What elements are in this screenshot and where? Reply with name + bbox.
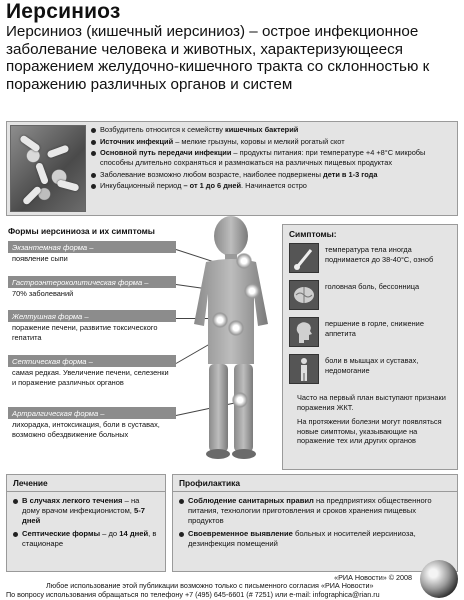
treatment-item: В случаях легкого течения – на дому врачом инфекционистом, 5-7 дней [13, 496, 159, 525]
contact-notice: По вопросу использования обращаться по телефону +7 (495) 645-6601 (# 7251) или e-mail: infographica@rian.ru [6, 590, 380, 599]
form-description: поражение печени, развитие токсического гепатита [12, 323, 158, 342]
usage-notice: Любое использование этой публикации возможно только с письменного согласия «РИА Новости» [46, 581, 374, 590]
treatment-title: Лечение [7, 475, 165, 492]
facts-panel [6, 121, 458, 216]
form-jaundice [8, 310, 176, 343]
form-heading: Экзантемная форма – [8, 241, 176, 253]
prevention-panel [172, 474, 458, 572]
form-heading: Септическая форма – [8, 355, 176, 367]
affected-area-marker [236, 253, 252, 269]
prevention-title: Профилактика [173, 475, 457, 492]
copyright: «РИА Новости» © 2008 [334, 573, 412, 582]
symptoms-note: На протяжении болезни могут появляться новые симптомы, указывающие на поражение тех или других органов [297, 417, 442, 446]
form-description: 70% заболеваний [12, 289, 74, 298]
fact-item: Основной путь передачи инфекции – продукты питания: при температуре +4 +8°С микробы способны длительно сохраняться и размножаться на различных пищевых продуктах [91, 148, 455, 168]
prevention-item: Своевременное выявление больных и носителей иерсиниоза, дезинфекция помещений [179, 529, 451, 549]
affected-area-marker [212, 312, 228, 328]
fact-item: Заболевание возможно любом возрасте, наиболее подвержены дети в 1-3 года [91, 170, 455, 180]
joint-icon [289, 354, 319, 384]
form-heading: Гастроэнтероколитическая форма – [8, 276, 176, 288]
form-description: появление сыпи [12, 254, 68, 263]
brain-icon [289, 280, 319, 310]
form-description: самая редкая. Увеличение печени, селезенки и поражение различных органов [12, 368, 169, 387]
form-description: лихорадка, интоксикация, боли в суставах, возможно обездвижение больных [12, 420, 160, 439]
thermometer-icon [289, 243, 319, 273]
child-figure [176, 214, 286, 464]
page-title: Иерсиниоз [6, 0, 121, 23]
affected-area-marker [232, 392, 248, 408]
form-gastroenterocolitic [8, 276, 176, 300]
treatment-item: Септические формы – до 14 дней, в стационаре [13, 529, 159, 549]
throat-icon [289, 317, 319, 347]
bacteria-image [10, 125, 86, 212]
affected-area-marker [228, 320, 244, 336]
affected-area-marker [244, 283, 260, 299]
form-heading: Желтушная форма – [8, 310, 176, 322]
fact-item: Источник инфекций – мелкие грызуны, коровы и мелкий рогатый скот [91, 137, 455, 147]
fact-item: Возбудитель относится к семейству кишечных бактерий [91, 125, 455, 135]
ria-globe-logo [420, 560, 458, 598]
intro-text: Иерсиниоз (кишечный иерсиниоз) – острое инфекционное заболевание человека и животных, характеризующееся поражением желудочно-кишечного тракта со склонностью к поражению различных органов и систем [6, 23, 430, 93]
facts-list [91, 125, 455, 193]
symptoms-title: Симптомы: [289, 229, 337, 239]
form-heading: Артралгическая форма – [8, 407, 176, 419]
symptoms-note: Часто на первый план выступают признаки поражения ЖКТ. [297, 393, 446, 412]
forms-title: Формы иерсиниоза и их симптомы [8, 226, 155, 236]
form-septic [8, 355, 176, 388]
form-exanthem [8, 241, 176, 265]
treatment-panel [6, 474, 166, 572]
prevention-item: Соблюдение санитарных правил на предприятиях общественного питания, технологии приготовления и сроков хранения пищевых продуктов [179, 496, 451, 525]
fact-item: Инкубационный период – от 1 до 6 дней. Начинается остро [91, 181, 455, 191]
symptoms-panel: Симптомы: температура тела иногда поднимается до 38-40°С, озноб головная боль, бессонница першение в горле, снижение аппетита боли в мышцах и суставах, недомогание Часто на первый план выступают признаки поражения ЖКТ. На протяжении болезни могут появляться новые симптомы, указывающие на поражение тех или других органов [282, 224, 458, 470]
form-arthralgic [8, 407, 176, 440]
